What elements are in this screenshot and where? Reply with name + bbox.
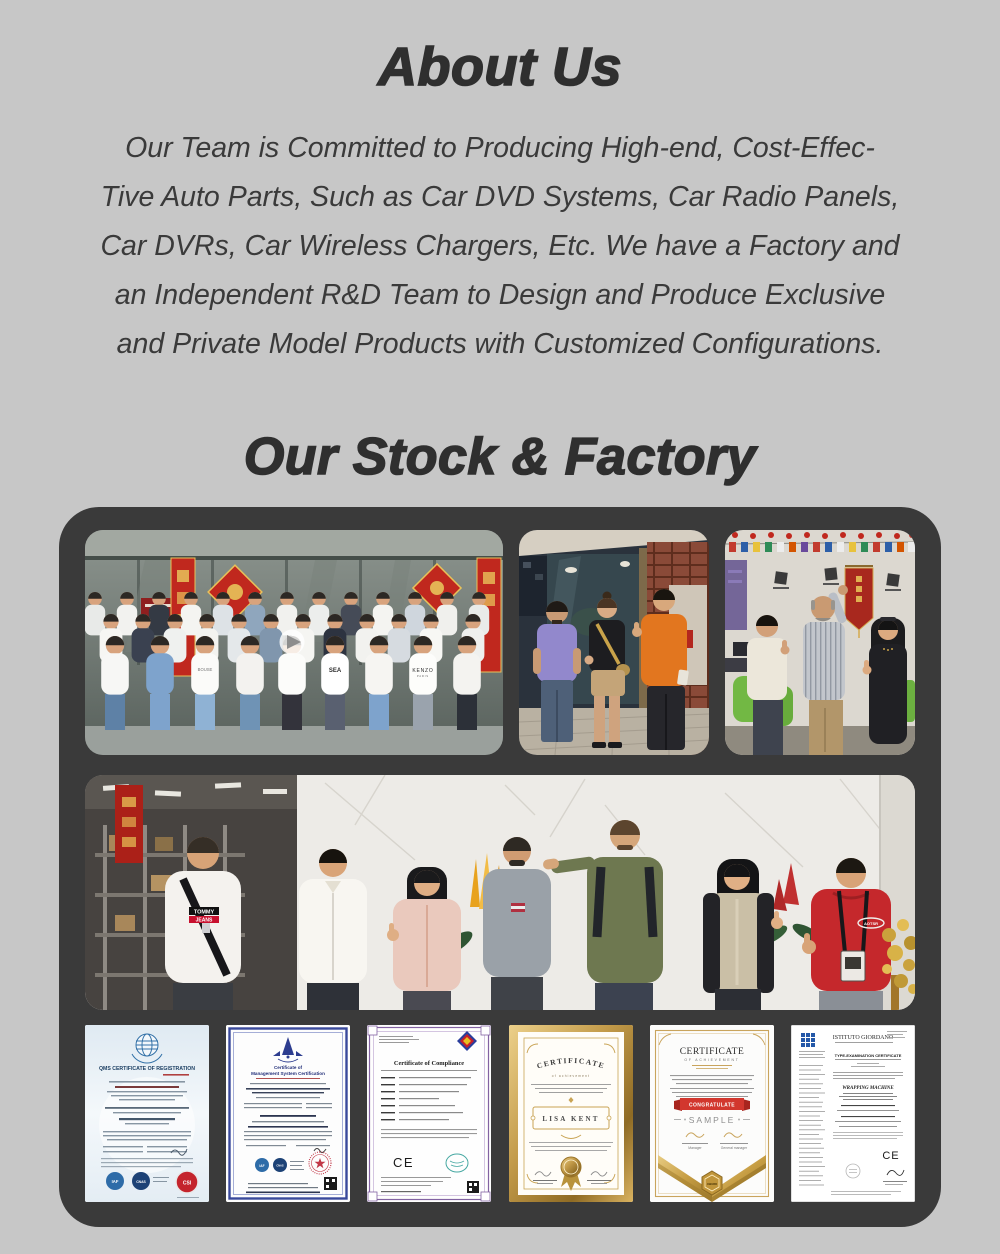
- signature-label: General manager: [720, 1146, 747, 1150]
- cnas-label: CNAS: [136, 1180, 146, 1184]
- iaf-label: IAF: [259, 1163, 265, 1168]
- cert-subheading: of achievement: [551, 1074, 590, 1078]
- qr-code: [467, 1181, 479, 1193]
- istituto-certificate: [791, 1025, 915, 1202]
- shirt-text-kenzo: KENZO: [412, 668, 434, 674]
- cert-product: WRAPPING MACHINE: [842, 1086, 894, 1091]
- photo-office-visit: [725, 530, 915, 755]
- sample-text: SAMPLE: [688, 1115, 735, 1125]
- certificate-istituto-giordano: [791, 1025, 915, 1202]
- shirt-text-paris: PARIS: [417, 675, 429, 678]
- iaf-label: IAF: [111, 1179, 119, 1184]
- about-paragraph: [0, 124, 1000, 369]
- cert-org: ISTITUTO GIORDANO: [832, 1035, 894, 1041]
- certificate-compliance: [367, 1025, 491, 1202]
- ce-mark: CE: [393, 1155, 415, 1170]
- factory-group-illustration: [85, 775, 915, 1010]
- congratulate-ribbon: [674, 1098, 750, 1111]
- ribbon-text: CONGRATULATE: [688, 1102, 735, 1109]
- cert-title: QMS CERTIFICATE OF REGISTRATION: [98, 1066, 196, 1072]
- award-badge-label: AWARD: [706, 1182, 717, 1186]
- certificates-row: [85, 1025, 915, 1202]
- qr-code: [324, 1177, 337, 1190]
- shirt-text-bouse: BOUSE: [197, 667, 213, 672]
- congratulate-certificate: [650, 1025, 774, 1202]
- certificate-management-system: [226, 1025, 350, 1202]
- photo-row-middle: [85, 775, 915, 1010]
- qms-certificate: [85, 1025, 209, 1202]
- certificate-qms: [85, 1025, 209, 1202]
- recipient-name: LISA KENT: [541, 1115, 600, 1123]
- about-line: an Independent R&D Team to Design and Produce Exclusive: [114, 279, 886, 311]
- csi-label: CSI: [182, 1180, 192, 1187]
- photo-factory-group: [85, 775, 915, 1010]
- ce-mark: CE: [882, 1150, 900, 1162]
- cert-subheading: OF ACHIEVEMENT: [684, 1058, 740, 1062]
- hoodie-logo-text: AOTSR: [864, 921, 878, 926]
- istituto-logo-icon: [801, 1033, 815, 1047]
- shirt-text-sea: SEA: [328, 668, 342, 674]
- tee-text-tommy: TOMMY: [193, 909, 215, 916]
- photo-store-visit: [519, 530, 709, 755]
- photo-factory-team: [85, 530, 503, 755]
- store-visit-illustration: [519, 530, 709, 755]
- cert-title-line2: Management System Certification: [251, 1071, 326, 1076]
- office-visit-illustration: [725, 530, 915, 755]
- play-button-icon[interactable]: [280, 630, 305, 655]
- factory-team-illustration: [85, 530, 503, 755]
- gold-certificate: [509, 1025, 633, 1202]
- certificate-congratulate: [650, 1025, 774, 1202]
- cnas-label: CNAS: [276, 1164, 284, 1168]
- about-title: About Us: [378, 37, 622, 97]
- certificate-achievement-gold: [509, 1025, 633, 1202]
- cert-heading: CERTIFICATE: [535, 1055, 606, 1071]
- signature-label: Manager: [688, 1146, 702, 1150]
- management-certificate: [226, 1025, 350, 1202]
- photo-row-top: [85, 530, 915, 755]
- stock-factory-panel: [59, 507, 941, 1227]
- cert-doc-type: TYPE-EXAMINATION CERTIFICATE: [834, 1053, 902, 1058]
- compliance-certificate: [367, 1025, 491, 1202]
- cert-title-line1: Certificate of: [274, 1065, 303, 1070]
- cert-title: Certificate of Compliance: [394, 1060, 465, 1067]
- about-line: Car DVRs, Car Wireless Chargers, Etc. We have a Factory and: [100, 230, 900, 262]
- tee-text-jeans: JEANS: [195, 917, 213, 924]
- cert-heading: CERTIFICATE: [679, 1047, 745, 1057]
- about-line: Our Team is Committed to Producing High-end, Cost-Effec-: [125, 132, 875, 164]
- about-line: Tive Auto Parts, Such as Car DVD Systems, Car Radio Panels,: [100, 181, 900, 213]
- stock-factory-title: Our Stock & Factory: [243, 428, 757, 486]
- about-line: and Private Model Products with Customized Configurations.: [116, 328, 884, 360]
